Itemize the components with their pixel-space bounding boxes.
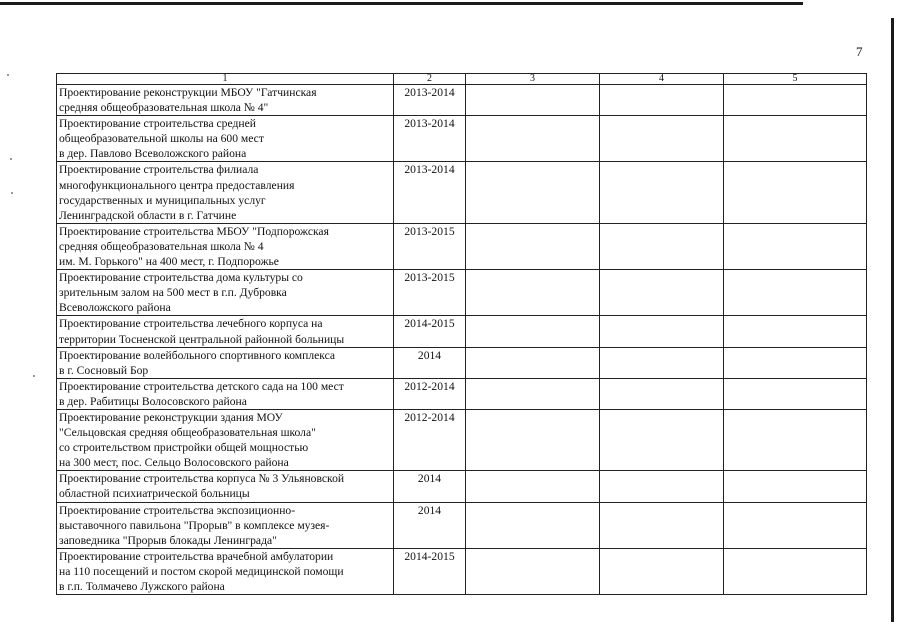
table-row xyxy=(57,378,867,409)
years-cell: 2014 xyxy=(394,502,466,548)
scan-speck xyxy=(10,158,12,160)
column-header: 4 xyxy=(600,74,724,85)
empty-cell xyxy=(600,347,724,378)
empty-cell xyxy=(600,116,724,162)
table-row xyxy=(57,162,867,223)
empty-cell xyxy=(600,378,724,409)
empty-cell xyxy=(466,316,600,347)
project-name-cell: Проектирование волейбольного спортивного комплекса в г. Сосновый Бор xyxy=(57,347,394,378)
table-row xyxy=(57,347,867,378)
years-cell: 2013-2014 xyxy=(394,85,466,116)
empty-cell xyxy=(724,409,867,470)
table-row xyxy=(57,502,867,548)
project-name-cell: Проектирование строительства корпуса № 3 Ульяновской областной психиатрической больницы xyxy=(57,471,394,502)
empty-cell xyxy=(466,502,600,548)
header-row xyxy=(57,74,867,85)
years-cell: 2014-2015 xyxy=(394,316,466,347)
years-cell: 2012-2014 xyxy=(394,409,466,470)
empty-cell xyxy=(600,409,724,470)
project-name-cell: Проектирование строительства дома культуры со зрительным залом на 500 мест в г.п. Дубровка Всеволожского района xyxy=(57,270,394,316)
empty-cell xyxy=(466,270,600,316)
empty-cell xyxy=(600,502,724,548)
empty-cell xyxy=(600,85,724,116)
project-name-cell: Проектирование реконструкции здания МОУ "Сельцовская средняя общеобразовательная школа" со строительством пристройки общей мощностью на 300 мест, пос. Сельцо Волосовского района xyxy=(57,409,394,470)
years-cell: 2014 xyxy=(394,471,466,502)
empty-cell xyxy=(600,223,724,269)
empty-cell xyxy=(466,116,600,162)
table-row xyxy=(57,223,867,269)
empty-cell xyxy=(724,162,867,223)
table-row xyxy=(57,316,867,347)
years-cell: 2013-2015 xyxy=(394,223,466,269)
empty-cell xyxy=(724,316,867,347)
empty-cell xyxy=(724,471,867,502)
empty-cell xyxy=(724,347,867,378)
page-number: 7 xyxy=(856,44,863,59)
top-rule xyxy=(0,2,803,5)
column-header: 1 xyxy=(57,74,394,85)
table-row xyxy=(57,85,867,116)
project-name-cell: Проектирование реконструкции МБОУ "Гатчинская средняя общеобразовательная школа № 4" xyxy=(57,85,394,116)
empty-cell xyxy=(724,378,867,409)
empty-cell xyxy=(600,548,724,594)
table-row xyxy=(57,116,867,162)
empty-cell xyxy=(600,162,724,223)
project-name-cell: Проектирование строительства лечебного корпуса на территории Тосненской центральной районной больницы xyxy=(57,316,394,347)
project-name-cell: Проектирование строительства филиала многофункционального центра предоставления государственных и муниципальных услуг Ленинградской области в г. Гатчине xyxy=(57,162,394,223)
empty-cell xyxy=(466,162,600,223)
empty-cell xyxy=(466,548,600,594)
table-row xyxy=(57,409,867,470)
empty-cell xyxy=(724,270,867,316)
empty-cell xyxy=(600,316,724,347)
column-header: 5 xyxy=(724,74,867,85)
column-header: 3 xyxy=(466,74,600,85)
empty-cell xyxy=(600,270,724,316)
empty-cell xyxy=(724,502,867,548)
project-name-cell: Проектирование строительства детского сада на 100 мест в дер. Рабитицы Волосовского района xyxy=(57,378,394,409)
empty-cell xyxy=(724,116,867,162)
scan-right-edge xyxy=(891,18,894,622)
empty-cell xyxy=(724,548,867,594)
project-name-cell: Проектирование строительства средней общеобразовательной школы на 600 мест в дер. Павлово Всеволожского района xyxy=(57,116,394,162)
scan-speck xyxy=(7,74,9,76)
project-name-cell: Проектирование строительства МБОУ "Подпорожская средняя общеобразовательная школа № 4 им. М. Горького" на 400 мест, г. Подпорожье xyxy=(57,223,394,269)
years-cell: 2013-2014 xyxy=(394,116,466,162)
empty-cell xyxy=(466,471,600,502)
project-name-cell: Проектирование строительства экспозиционно- выставочного павильона "Прорыв" в комплексе музея- заповедника "Прорыв блокады Ленинграда" xyxy=(57,502,394,548)
table-row xyxy=(57,548,867,594)
scan-speck xyxy=(11,192,13,194)
projects-table xyxy=(56,73,867,595)
project-name-cell: Проектирование строительства врачебной амбулатории на 110 посещений и постом скорой медицинской помощи в г.п. Толмачево Лужского района xyxy=(57,548,394,594)
empty-cell xyxy=(724,223,867,269)
years-cell: 2013-2015 xyxy=(394,270,466,316)
empty-cell xyxy=(466,409,600,470)
table-row xyxy=(57,471,867,502)
empty-cell xyxy=(600,471,724,502)
table-row xyxy=(57,270,867,316)
empty-cell xyxy=(466,223,600,269)
empty-cell xyxy=(466,347,600,378)
years-cell: 2012-2014 xyxy=(394,378,466,409)
column-header: 2 xyxy=(394,74,466,85)
years-cell: 2013-2014 xyxy=(394,162,466,223)
scan-speck xyxy=(33,375,35,377)
empty-cell xyxy=(466,378,600,409)
empty-cell xyxy=(466,85,600,116)
years-cell: 2014-2015 xyxy=(394,548,466,594)
years-cell: 2014 xyxy=(394,347,466,378)
empty-cell xyxy=(724,85,867,116)
